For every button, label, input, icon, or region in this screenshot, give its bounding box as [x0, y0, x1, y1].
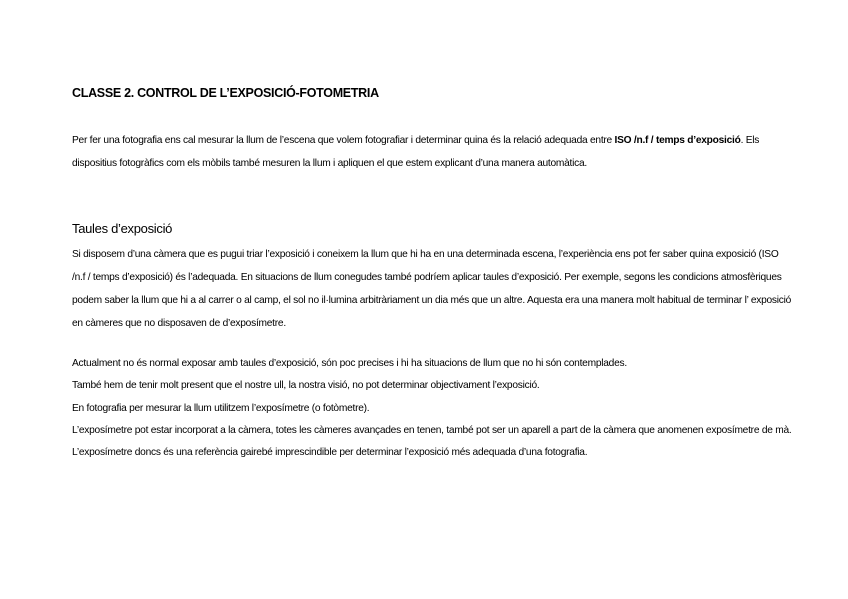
body-line: En fotografia per mesurar la llum utilitzem l’exposímetre (o fotòmetre).: [72, 402, 370, 414]
body-lines: [72, 353, 792, 464]
intro-paragraph: [72, 129, 792, 175]
body-line: Actualment no és normal exposar amb taules d’exposició, són poc precises i hi ha situacions de llum que no hi són contemplades.: [72, 358, 627, 369]
document-title: CLASSE 2. CONTROL DE L’EXPOSICIÓ-FOTOMETRIA: [72, 86, 379, 100]
intro-bold-text: ISO /n.f / temps d’exposició: [614, 135, 741, 146]
body-line: També hem de tenir molt present que el nostre ull, la nostra visió, no pot determinar objectivament l’exposició.: [72, 380, 540, 392]
section-paragraph: Si disposem d’una càmera que es pugui triar l’exposició i coneixem la llum que hi ha en una determinada escena, l’experiència ens pot fer saber quina exposició (ISO /n.f / temps d’exposició) és l’adequada. En situacions de llum conegudes també podríem aplicar taules d’exposició. Per exemple, segons les condicions atmosfèriques podem saber la llum que hi a al carrer o al camp, el sol no il·lumina arbitràriament un dia més que un altre. Aquesta era una manera molt habitual de terminar l’ exposició en càmeres que no disposaven de d’exposímetre.: [72, 249, 792, 329]
intro-text-after: . Els dispositius fotogràfics com els mòbils també mesuren la llum i apliquen el que estem explicant d’una manera automàtica.: [72, 135, 760, 169]
body-line: L’exposímetre pot estar incorporat a la càmera, totes les càmeres avançades en tenen, també pot ser un aparell a part de la càmera que anomenen exposímetre de mà.: [72, 424, 792, 436]
intro-text-before: Per fer una fotografia ens cal mesurar la llum de l’escena que volem fotografiar i determinar quina és la relació adequada entre: [72, 135, 615, 146]
section-heading: Taules d’exposició: [72, 221, 173, 236]
body-line: L’exposímetre doncs és una referència gairebé imprescindible per determinar l’exposició més adequada d’una fotografia.: [72, 447, 588, 459]
